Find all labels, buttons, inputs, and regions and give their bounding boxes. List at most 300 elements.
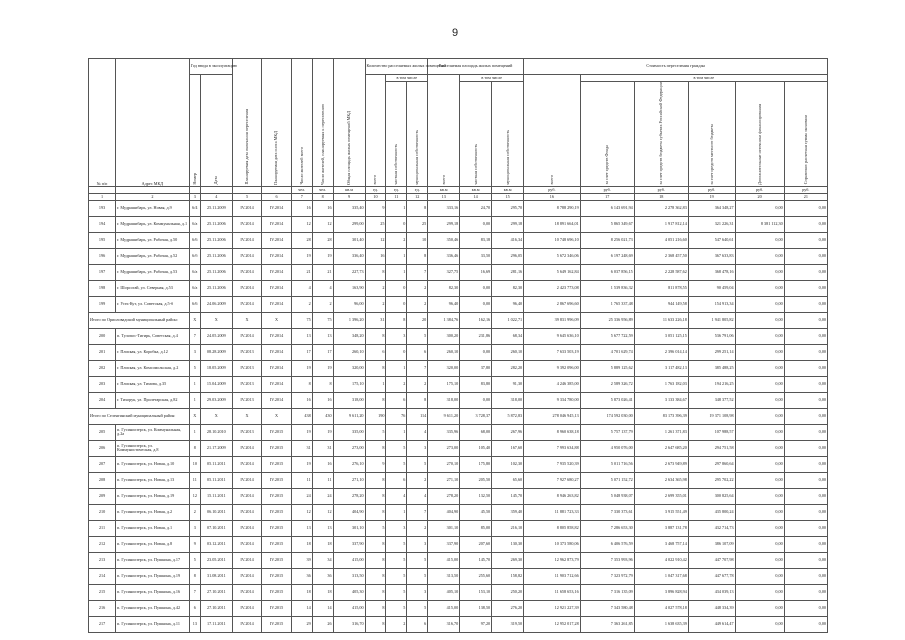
unit-cell: кв.м (428, 186, 460, 193)
table-cell: 7 286 653,30 (580, 520, 634, 536)
table-cell: 0,00 (460, 216, 492, 232)
table-cell: 0,00 (735, 264, 784, 280)
table-cell: 337,90 (428, 536, 460, 552)
table-cell: 0,00 (784, 344, 827, 360)
table-cell: 2 (407, 376, 428, 392)
table-cell: IV.2014 (232, 248, 262, 264)
subtotal-label: Итого по Ориоловадский муниципальный район: (89, 312, 190, 328)
header-cnt-total: всего (365, 75, 386, 187)
table-cell: 15.04.2009 (200, 376, 232, 392)
table-cell: 8 (189, 568, 200, 584)
header-cost-extra: Дополнительные источники финансирования (735, 82, 784, 187)
header-area-total: всего (428, 75, 460, 187)
address-cell: г. Мудрашибарь, ул. Рабочая, д.52 (116, 248, 190, 264)
table-cell: 0,00 (460, 392, 492, 408)
table-cell: 0,00 (735, 552, 784, 568)
subtotal-cell: 75 (291, 312, 312, 328)
table-cell: 24.06.2009 (200, 296, 232, 312)
header-group-cost: Стоимость переселения граждан (524, 59, 828, 75)
row-number-cell: 193 (89, 200, 116, 216)
table-cell: 0,00 (784, 584, 827, 600)
column-number-cell: 10 (365, 193, 386, 200)
table-cell: 5 757 137,79 (580, 424, 634, 440)
table-cell: 7 (189, 328, 200, 344)
unit-cell: руб. (784, 186, 827, 193)
table-cell: IV.2014 (232, 536, 262, 552)
table-cell: 7 (407, 264, 428, 280)
table-cell: 8 (365, 552, 386, 568)
table-cell: 2 (407, 520, 428, 536)
table-cell: IV.2014 (232, 472, 262, 488)
table-cell: 3 133 384,67 (634, 392, 688, 408)
table-cell: 25.11.2006 (200, 264, 232, 280)
table-cell: 3 (189, 520, 200, 536)
table-row (89, 424, 828, 440)
table-row (89, 280, 828, 296)
table-cell: 0 (386, 216, 407, 232)
row-number-cell: 208 (89, 472, 116, 488)
table-cell: IV.2015 (262, 472, 292, 488)
table-cell: IV.2015 (262, 520, 292, 536)
table-cell: 8 (365, 568, 386, 584)
table-cell: 267,96 (492, 424, 524, 440)
table-cell: 27.10.2011 (200, 600, 232, 616)
row-number-cell: 212 (89, 536, 116, 552)
table-cell: 25 (365, 216, 386, 232)
table-cell: 1 (189, 424, 200, 440)
table-cell: 8 805 858,82 (524, 520, 581, 536)
table-cell: 3 887 131,78 (634, 520, 688, 536)
unit-cell (262, 186, 292, 193)
table-cell: 321 226,31 (688, 216, 735, 232)
table-row (89, 488, 828, 504)
column-numbers-row (89, 193, 828, 200)
table-cell: 0,00 (784, 360, 827, 376)
table-cell: 24 (312, 488, 333, 504)
table-cell: 271,10 (333, 472, 365, 488)
table-cell: IV.2013 (232, 424, 262, 440)
unit-cell (89, 186, 116, 193)
table-cell: 12 952 017,28 (524, 616, 581, 632)
table-cell: 9 (365, 456, 386, 472)
table-cell: 28.10.2010 (200, 424, 232, 440)
table-cell: 0,00 (784, 488, 827, 504)
table-cell: 404,90 (428, 504, 460, 520)
table-cell: 25.11.2006 (200, 232, 232, 248)
table-cell: IV.2015 (262, 440, 292, 456)
table-cell: 1 047 317,68 (634, 568, 688, 584)
table-cell: 45,50 (460, 504, 492, 520)
column-number-cell: 8 (312, 193, 333, 200)
table-cell: 0 (386, 344, 407, 360)
column-number-cell: 21 (784, 193, 827, 200)
subtotal-cell: X (262, 312, 292, 328)
table-cell: 0,00 (784, 600, 827, 616)
table-cell: 205,50 (460, 472, 492, 488)
table-cell: 15.11.2011 (200, 488, 232, 504)
page-number: 9 (452, 27, 459, 39)
table-cell: 0,00 (735, 616, 784, 632)
table-cell: 8 (407, 200, 428, 216)
table-cell: 90 459,04 (688, 280, 735, 296)
table-cell: 319,50 (492, 616, 524, 632)
table-cell: 145,70 (492, 488, 524, 504)
table-cell: 8 (291, 376, 312, 392)
table-cell: 96,00 (333, 296, 365, 312)
table-cell: 3 (407, 536, 428, 552)
table-cell: 385 488,25 (688, 360, 735, 376)
unit-cell: кв.м (492, 186, 524, 193)
units-row (89, 186, 828, 193)
header-cost-local: за счет средств местного бюджета (688, 82, 735, 187)
table-cell: 8 (365, 264, 386, 280)
unit-cell: чел. (312, 186, 333, 193)
table-cell: 8 (365, 536, 386, 552)
table-cell: 16 (365, 248, 386, 264)
table-cell: 536 791,06 (688, 328, 735, 344)
subtotal-cell: 278 046 945,13 (524, 408, 581, 424)
table-cell: 1 (386, 504, 407, 520)
subtotal-cell: 162,16 (460, 312, 492, 328)
table-cell: 5 011 716,56 (580, 456, 634, 472)
table-cell: 0,00 (460, 344, 492, 360)
row-number-cell: 211 (89, 520, 116, 536)
address-cell: п. Гусиноозерск, ул. Пушкина, д.16 (116, 584, 190, 600)
table-cell: IV.2013 (232, 344, 262, 360)
table-cell: IV.2014 (232, 552, 262, 568)
table-cell: IV.2014 (232, 296, 262, 312)
table-cell: 12 (312, 216, 333, 232)
table-cell: 5 (386, 568, 407, 584)
table-cell: 2 368 457,50 (634, 248, 688, 264)
table-cell: 68,00 (460, 424, 492, 440)
table-cell: 12 921 227,39 (524, 600, 581, 616)
table-cell: 1 (386, 424, 407, 440)
table-cell: 0,00 (784, 216, 827, 232)
table-cell: 5 048 938,07 (580, 488, 634, 504)
table-cell: 6 037 856,15 (580, 264, 634, 280)
table-cell: 0,00 (784, 568, 827, 584)
table-cell: IV.2014 (262, 328, 292, 344)
table-cell: 153,10 (460, 584, 492, 600)
table-cell: 0 (386, 280, 407, 296)
table-cell: 250,20 (492, 584, 524, 600)
table-cell: 4 022 910,42 (634, 552, 688, 568)
table-cell: 07.10.2011 (200, 520, 232, 536)
table-cell: 348 377,52 (688, 392, 735, 408)
table-cell: 260,10 (333, 344, 365, 360)
table-cell: 547 640,61 (688, 232, 735, 248)
table-cell: 0,00 (735, 376, 784, 392)
unit-cell: ед. (407, 186, 428, 193)
table-cell: 1 (189, 376, 200, 392)
table-cell: 37,80 (460, 360, 492, 376)
header-group-counts: Количество расселяемых жилых помещений (365, 59, 428, 75)
subtotal-cell: X (189, 312, 200, 328)
table-cell: 12 (189, 488, 200, 504)
address-cell: п. Гусиноозерск, ул. Пушкина, д.17 (116, 552, 190, 568)
table-cell: 21 (291, 264, 312, 280)
subtotal-cell: 39 831 996,09 (524, 312, 581, 328)
table-cell: 5 (365, 424, 386, 440)
table-cell: 295 702,22 (688, 472, 735, 488)
table-cell: 18 891 664,01 (524, 216, 581, 232)
address-cell: г. Плиская, ул. Тимова, д.35 (116, 376, 190, 392)
table-cell: 6/б (189, 248, 200, 264)
header-residents-planned: Число жителей, планируемых к переселению (312, 59, 333, 187)
unit-cell: руб. (580, 186, 634, 193)
address-cell: п. Гусиноозерск, ул. Коммунальная, д.2а (116, 424, 190, 440)
column-number-cell: 9 (333, 193, 365, 200)
table-cell: 8 (365, 488, 386, 504)
table-cell: 0,00 (735, 200, 784, 216)
table-row (89, 296, 828, 312)
table-cell: 175,80 (460, 456, 492, 472)
row-number-cell: 198 (89, 280, 116, 296)
table-cell: 8 (365, 440, 386, 456)
table-cell: 231,86 (460, 328, 492, 344)
table-cell: 13 (312, 520, 333, 536)
address-cell: г. Мудрашибарь, ул. Рабочая, д.50 (116, 232, 190, 248)
table-cell: 5 (386, 552, 407, 568)
table-cell: 281,16 (492, 264, 524, 280)
header-area-municipal: муниципальная собственность (492, 82, 524, 187)
table-cell: 0,00 (735, 424, 784, 440)
table-cell: 5 (407, 328, 428, 344)
table-cell: 6/6 (189, 232, 200, 248)
table-cell: 83,18 (460, 232, 492, 248)
subtotal-cell: 438 (291, 408, 312, 424)
table-cell: 0,00 (735, 568, 784, 584)
row-number-cell: 201 (89, 344, 116, 360)
table-cell: 299,18 (492, 216, 524, 232)
table-cell: 28 (291, 232, 312, 248)
address-cell: г. Тихорук, ул. Пролетарская, д.82 (116, 392, 190, 408)
row-number-cell: 197 (89, 264, 116, 280)
table-row (89, 600, 828, 616)
table-cell: 415,00 (428, 552, 460, 568)
table-cell: 348,20 (333, 328, 365, 344)
table-cell: 0,00 (784, 504, 827, 520)
row-number-cell: 203 (89, 376, 116, 392)
table-cell: 320,00 (428, 360, 460, 376)
table-cell: 12 962 873,79 (524, 552, 581, 568)
table-cell: IV.2014 (262, 248, 292, 264)
table-cell: 31 (312, 440, 333, 456)
table-cell: 0,00 (784, 264, 827, 280)
table-cell: 318,00 (492, 392, 524, 408)
subtotal-cell: 0,00 (735, 312, 784, 328)
table-cell: 0,00 (735, 488, 784, 504)
table-cell: 8 960 638,18 (524, 424, 581, 440)
address-cell: г. Мудрашибарь, ул. Новая, д.9 (116, 200, 190, 216)
table-cell: 6 (365, 344, 386, 360)
table-cell: 3 051 125,15 (634, 328, 688, 344)
table-cell: 364 348,27 (688, 200, 735, 216)
table-cell: 6/6 (189, 296, 200, 312)
table-cell: 7 (407, 360, 428, 376)
table-cell: 12 (365, 232, 386, 248)
table-cell: 17.11.2011 (200, 616, 232, 632)
row-number-cell: 195 (89, 232, 116, 248)
table-cell: IV.2015 (262, 584, 292, 600)
header-group-row (89, 59, 828, 75)
address-cell: п. Гусиноозерск, ул. Пушкина, д.42 (116, 600, 190, 616)
table-cell: 335,00 (333, 424, 365, 440)
header-area-sub: в том числе (460, 75, 524, 82)
address-cell: п. Гусиноозерск, ул. Новая, д.2 (116, 504, 190, 520)
table-cell: 216,10 (492, 520, 524, 536)
table-cell: 0,00 (784, 232, 827, 248)
table-cell: 367 633,83 (688, 248, 735, 264)
table-cell: IV.2015 (262, 616, 292, 632)
header-total-area: Общая площадь жилых помещений МКД (333, 59, 365, 187)
address-cell: г. Мудрашибарь, ул. Коммунальная, д.1 (116, 216, 190, 232)
row-number-cell: 217 (89, 616, 116, 632)
subtotal-cell: 1 941 805,82 (688, 312, 735, 328)
table-cell: IV.2015 (262, 600, 292, 616)
table-cell: 333,16 (428, 200, 460, 216)
table-cell: 13 (291, 520, 312, 536)
table-cell: 0,00 (735, 296, 784, 312)
table-cell: 3 915 551,49 (634, 504, 688, 520)
table-cell: 05.11.2011 (200, 472, 232, 488)
table-cell: 7 935 520,39 (524, 456, 581, 472)
table-cell: 2 647 685,20 (634, 440, 688, 456)
table-row (89, 568, 828, 584)
table-cell: 36 (291, 568, 312, 584)
table-row (89, 584, 828, 600)
table-cell: 9 (189, 536, 200, 552)
table-cell: 0,00 (784, 376, 827, 392)
table-cell: 1 765 337,48 (580, 296, 634, 312)
table-cell: IV.2014 (232, 200, 262, 216)
header-plan-start: Планируемая дата окончания переселения (232, 59, 262, 187)
table-cell: 448 334,39 (688, 600, 735, 616)
table-cell: 449 614,47 (688, 616, 735, 632)
table-cell: 0,00 (784, 552, 827, 568)
subtotal-cell: 0,00 (784, 312, 827, 328)
table-cell: 68,34 (492, 328, 524, 344)
table-cell: 435 800,24 (688, 504, 735, 520)
table-cell: 447 677,78 (688, 568, 735, 584)
table-cell: 336,46 (428, 248, 460, 264)
table-cell: 194 216,25 (688, 376, 735, 392)
table-cell: 6 (386, 392, 407, 408)
table-cell: 17 (312, 344, 333, 360)
table-cell: 9 645 636,10 (524, 328, 581, 344)
subtotal-cell: 76 (386, 408, 407, 424)
table-cell: 10 373 580,06 (524, 536, 581, 552)
table-cell: 82,30 (428, 280, 460, 296)
column-number-cell: 20 (735, 193, 784, 200)
row-number-cell: 207 (89, 456, 116, 472)
table-cell: 2 (312, 296, 333, 312)
table-cell: IV.2014 (262, 200, 292, 216)
table-cell: 2 (407, 296, 428, 312)
table-cell: IV.2014 (232, 520, 262, 536)
address-cell: п. Тулопос-Тигирь, Советская, д.4 (116, 328, 190, 344)
table-cell: 0,00 (735, 600, 784, 616)
table-cell: 276,10 (333, 456, 365, 472)
table-cell: 8 (407, 392, 428, 408)
table-cell: IV.2015 (262, 568, 292, 584)
table-cell: 260,10 (428, 344, 460, 360)
table-cell: IV.2014 (232, 440, 262, 456)
table-cell: IV.2014 (262, 344, 292, 360)
table-cell: 2 (407, 472, 428, 488)
table-cell: 29.03.2009 (200, 392, 232, 408)
column-number-cell: 11 (386, 193, 407, 200)
table-cell: 7 993 634,88 (524, 440, 581, 456)
table-cell: IV.2014 (232, 616, 262, 632)
subtotal-cell: 0,00 (784, 408, 827, 424)
table-cell: 5 (386, 440, 407, 456)
table-cell: 5 (386, 600, 407, 616)
table-row (89, 456, 828, 472)
table-row (89, 264, 828, 280)
table-row (89, 552, 828, 568)
table-cell: 335,96 (428, 424, 460, 440)
column-number-cell: 2 (116, 193, 190, 200)
subtotal-cell: 5 872,83 (492, 408, 524, 424)
unit-cell: кв.м (333, 186, 365, 193)
table-cell: 17 (291, 344, 312, 360)
address-cell: г. Плиская, ул. Комсомольская, д.2 (116, 360, 190, 376)
header-group-area: Расселяемая площадь жилых помещений (428, 59, 524, 75)
table-cell: 8 946 263,82 (524, 488, 581, 504)
table-cell: 82,30 (492, 280, 524, 296)
header-cost-sub: в том числе (580, 75, 827, 82)
table-cell: 301,10 (333, 520, 365, 536)
table-cell: 14 (291, 600, 312, 616)
table-cell: 2 278 362,83 (634, 200, 688, 216)
table-cell: 16 (291, 200, 312, 216)
table-cell: 03.12.2011 (200, 536, 232, 552)
table-cell: 316,70 (428, 616, 460, 632)
table-cell: 0,00 (735, 472, 784, 488)
table-cell: 8 788 290,19 (524, 200, 581, 216)
column-number-cell: 18 (634, 193, 688, 200)
table-cell: 6/a (189, 264, 200, 280)
table-cell: 96,40 (428, 296, 460, 312)
table-cell: 0,00 (784, 392, 827, 408)
table-row (89, 248, 828, 264)
column-number-cell: 4 (200, 193, 232, 200)
table-cell: 102,30 (492, 456, 524, 472)
table-cell: 25 (407, 216, 428, 232)
row-number-cell: 210 (89, 504, 116, 520)
column-number-cell: 15 (492, 193, 524, 200)
table-cell: 282,20 (492, 360, 524, 376)
table-cell: 16 (312, 200, 333, 216)
address-cell: п. Гусиноозерск, ул. Новая, д.1 (116, 520, 190, 536)
table-cell: 08.28.2009 (200, 344, 232, 360)
row-number-cell: 205 (89, 424, 116, 440)
table-cell: IV.2015 (262, 456, 292, 472)
table-cell: 8 (365, 360, 386, 376)
column-number-cell: 14 (460, 193, 492, 200)
row-number-cell: 213 (89, 552, 116, 568)
table-cell: IV.2014 (232, 328, 262, 344)
table-cell: 11 658 653,16 (524, 584, 581, 600)
table-cell: 2 589 326,72 (580, 376, 634, 392)
table-cell: 19 (312, 360, 333, 376)
table-cell: 447 707,98 (688, 552, 735, 568)
table-cell: 0,00 (784, 296, 827, 312)
table-cell: 301,10 (428, 520, 460, 536)
table-cell: 320,00 (333, 360, 365, 376)
